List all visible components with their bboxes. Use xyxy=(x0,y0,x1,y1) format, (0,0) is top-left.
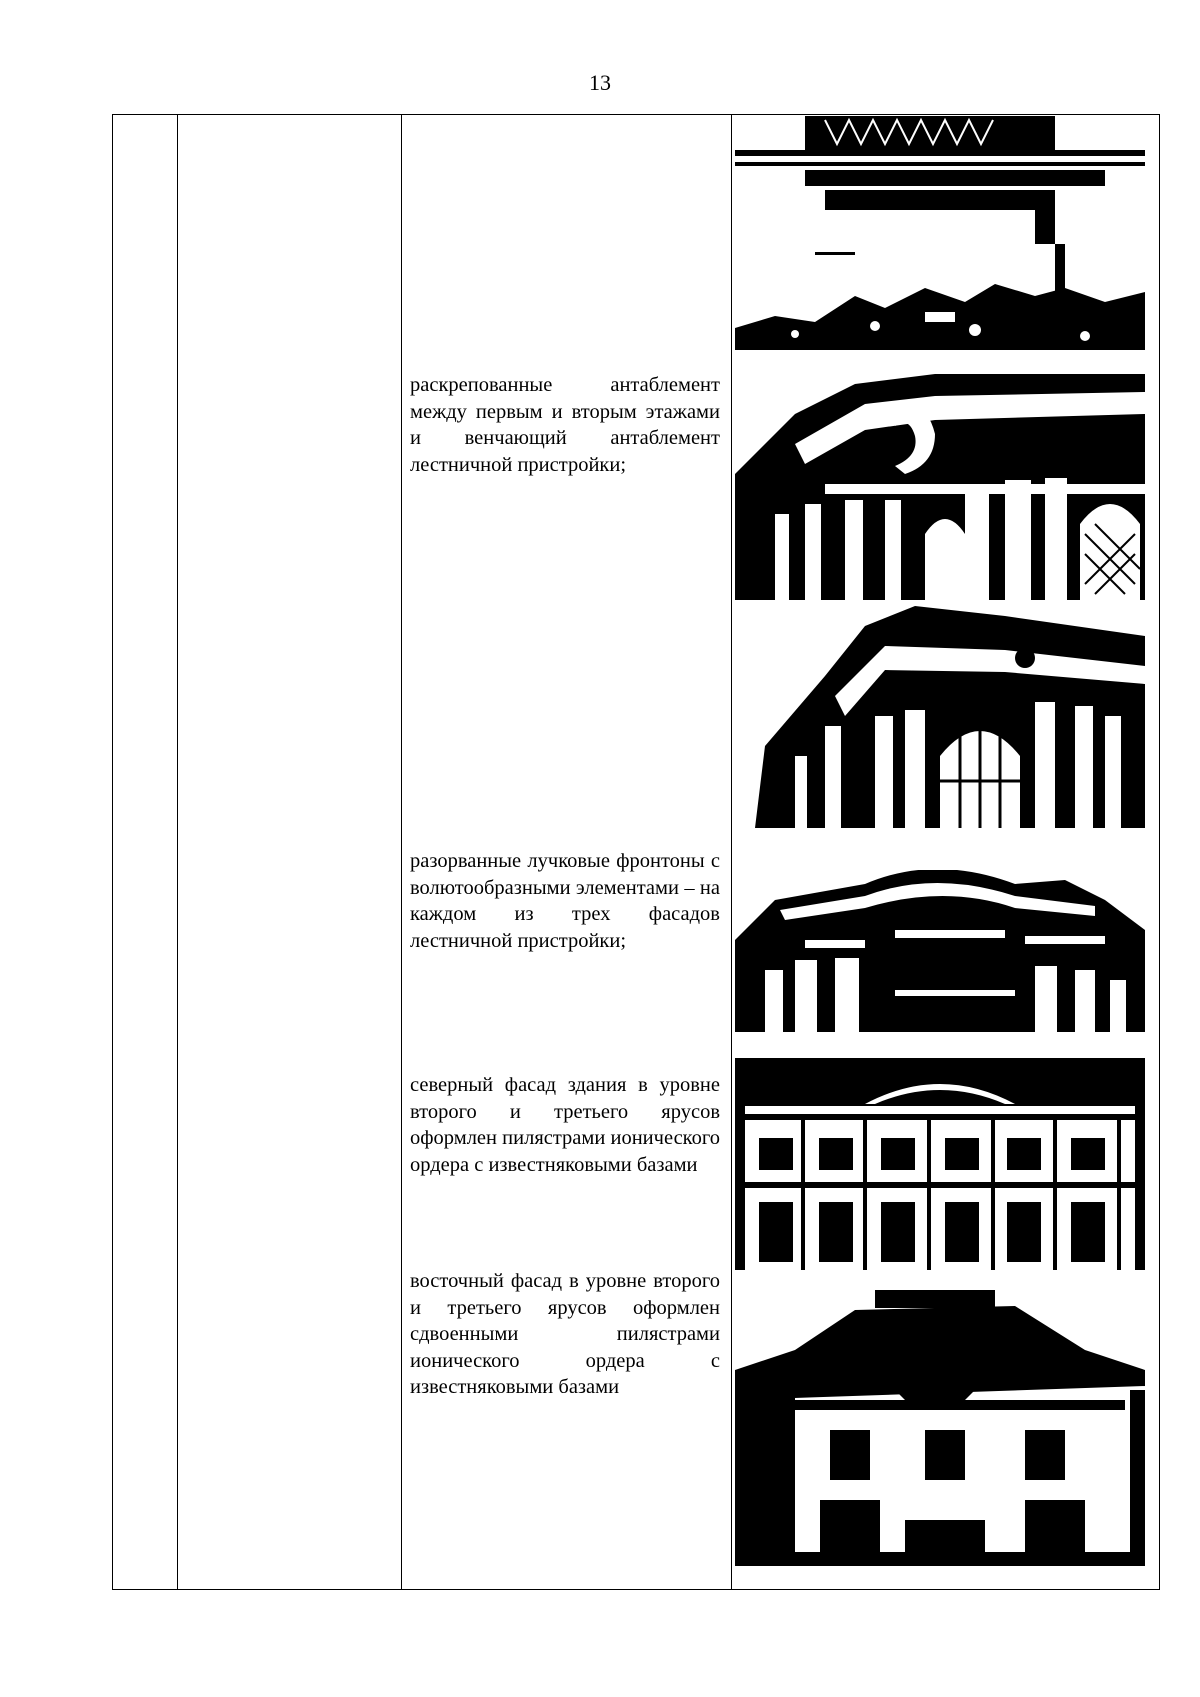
photo-window-detail xyxy=(735,116,1145,350)
column-divider-2 xyxy=(401,115,402,1589)
photo-entablature xyxy=(735,374,1145,600)
photo-north-facade xyxy=(735,1058,1145,1270)
row-text-pediments: разорванные лучковые фронтоны с волютообразными элементами – на каждом из трех фасадов лестничной пристройки; xyxy=(410,850,720,952)
row-text-east-facade: восточный фасад в уровне второго и третьего ярусов оформлен сдвоенными пилястрами ионического ордера с известняковыми базами xyxy=(410,1270,720,1398)
column-divider-1 xyxy=(177,115,178,1589)
row-text-north-facade: северный фасад здания в уровне второго и третьего ярусов оформлен пилястрами ионического ордера с известняковыми базами xyxy=(410,1074,720,1176)
page-number: 13 xyxy=(589,70,611,95)
photo-staircase-annex xyxy=(735,606,1145,828)
row-text-entablature: раскрепованные антаблемент между первым и вторым этажами и венчающий антаблемент лестничной пристройки; xyxy=(410,374,720,476)
photo-broken-pediments xyxy=(735,870,1145,1032)
column-divider-3 xyxy=(731,115,732,1589)
photo-east-facade xyxy=(735,1290,1145,1566)
